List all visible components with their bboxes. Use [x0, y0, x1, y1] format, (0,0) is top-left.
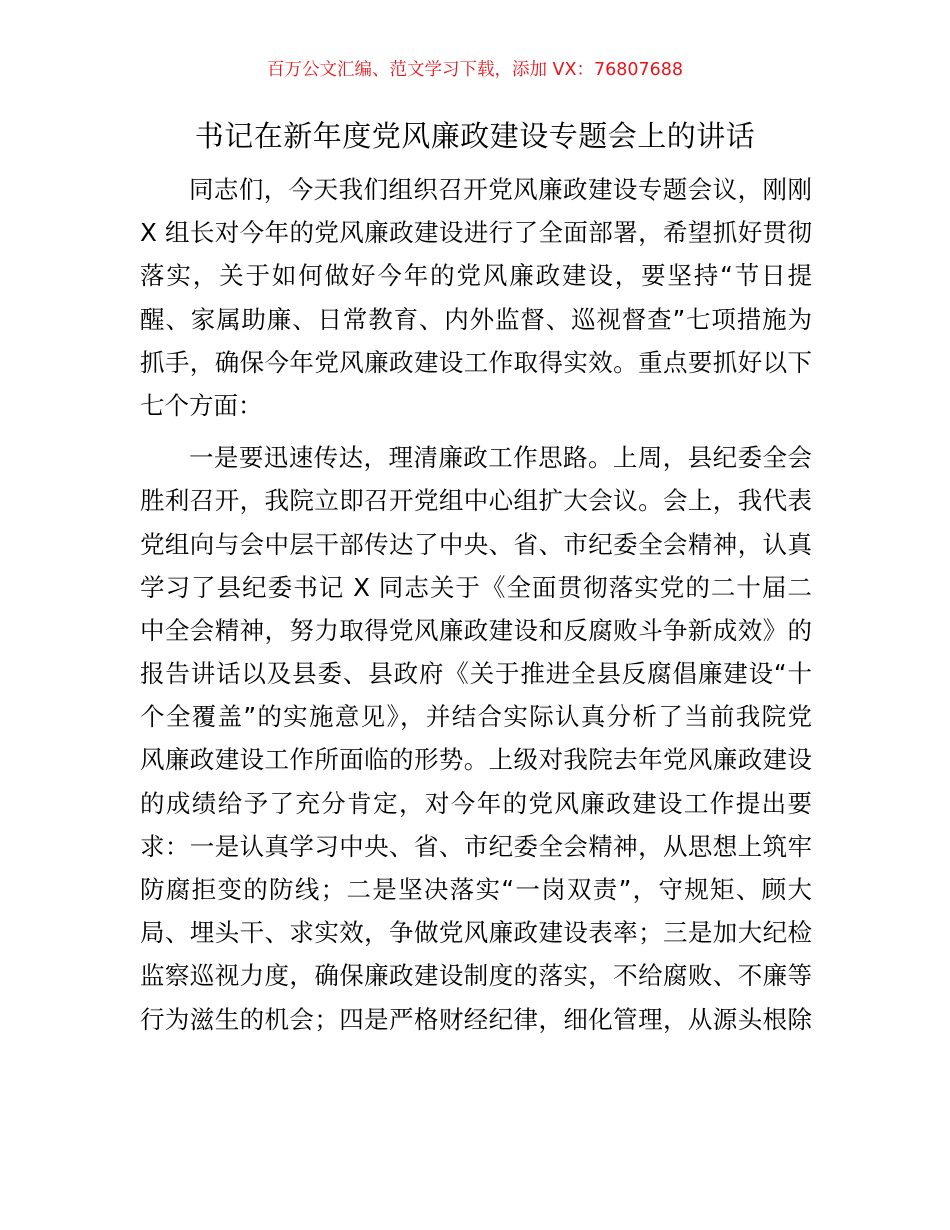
document-body [140, 168, 812, 1041]
paragraph-point-one [140, 436, 812, 1041]
paragraph-intro [140, 168, 812, 427]
text-line: 报告讲话以及县委、县政府《关于推进全县反腐倡廉建设“十 [140, 659, 812, 689]
document-title: 书记在新年度党风廉政建设专题会上的讲话 [194, 119, 756, 153]
text-line: 个全覆盖”的实施意见》，并结合实际认真分析了当前我院党 [140, 702, 812, 732]
text-line: 防腐拒变的防线；二是坚决落实“一岗双责”，守规矩、顾大 [140, 875, 812, 904]
text-line: 的成绩给予了充分肯定，对今年的党风廉政建设工作提出要 [140, 788, 812, 818]
text-line: 醒、家属助廉、日常教育、内外监督、巡视督查”七项措施为 [140, 304, 812, 334]
text-line: 风廉政建设工作所面临的形势。上级对我院去年党风廉政建设 [140, 745, 812, 775]
text-line: 学习了县纪委书记 X 同志关于《全面贯彻落实党的二十届二 [140, 572, 812, 602]
text-line: 七个方面： [140, 390, 263, 420]
text-line: 中全会精神，努力取得党风廉政建设和反腐败斗争新成效》的 [140, 615, 812, 645]
text-line: 同志们，今天我们组织召开党风廉政建设专题会议，刚刚 [189, 175, 812, 204]
text-line: 行为滋生的机会；四是严格财经纪律，细化管理，从源头根除 [140, 1004, 812, 1034]
text-line: 局、埋头干、求实效，争做党风廉政建设表率；三是加大纪检 [140, 918, 812, 948]
text-line: 党组向与会中层干部传达了中央、省、市纪委全会精神，认真 [140, 529, 812, 559]
text-line: 一是要迅速传达，理清廉政工作思路。上周，县纪委全会 [189, 443, 812, 473]
text-line: 胜利召开，我院立即召开党组中心组扩大会议。会上，我代表 [140, 486, 812, 516]
text-line: X 组长对今年的党风廉政建设进行了全面部署，希望抓好贯彻 [140, 218, 812, 248]
text-line: 监察巡视力度，确保廉政建设制度的落实，不给腐败、不廉等 [140, 961, 812, 991]
paragraph-spacer [140, 427, 812, 436]
text-line: 抓手，确保今年党风廉政建设工作取得实效。重点要抓好以下 [140, 347, 812, 377]
text-line: 求：一是认真学习中央、省、市纪委全会精神，从思想上筑牢 [140, 831, 812, 861]
header-watermark-note: 百万公文汇编、范文学习下载，添加 VX：76807688 [266, 60, 684, 80]
text-line: 落实，关于如何做好今年的党风廉政建设，要坚持“节日提 [140, 261, 812, 291]
